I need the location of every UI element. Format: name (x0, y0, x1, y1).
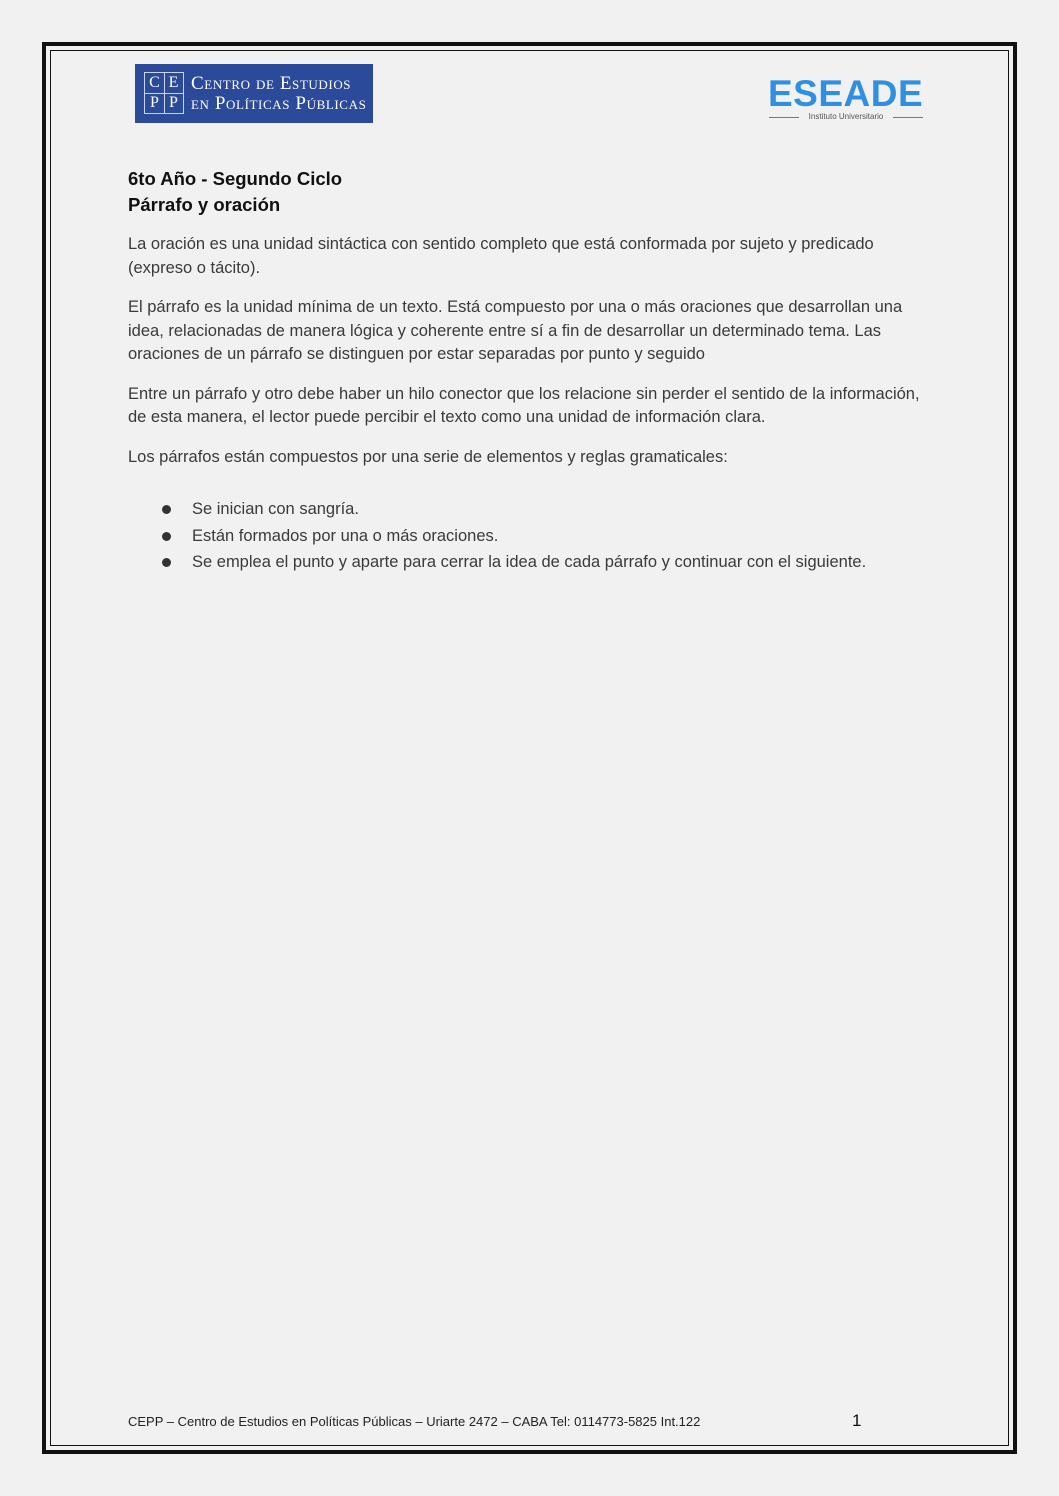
bullet-list (128, 496, 928, 576)
paragraph: Los párrafos están compuestos por una serie de elementos y reglas gramaticales: (128, 447, 728, 466)
cepp-logo-line2: en Políticas Públicas (191, 93, 367, 114)
cepp-logo-line1: Centro de Estudios (191, 73, 352, 94)
document-title (128, 166, 928, 218)
bullet-icon (162, 505, 171, 514)
paragraph: La oración es una unidad sintáctica con sentido completo que está conformada por sujeto y predicado (expreso o tácito). (128, 235, 874, 277)
list-item (128, 549, 928, 576)
eseade-logo-word: ESEADE (768, 73, 924, 114)
cepp-grid-letter: P (150, 94, 159, 111)
cepp-grid-letter: E (168, 74, 179, 91)
eseade-logo-tagline: Instituto Universitario (808, 112, 884, 121)
eseade-logo (766, 74, 926, 126)
list-item-text: Se inician con sangría. (192, 500, 359, 518)
bullet-icon (162, 532, 171, 541)
list-item (128, 496, 928, 523)
document-body (128, 166, 928, 576)
eseade-logo-rule-right (893, 117, 923, 118)
bullet-icon (162, 558, 171, 567)
list-item (128, 523, 928, 550)
paragraph: Entre un párrafo y otro debe haber un hilo conector que los relacione sin perder el sentido de la información, de esta manera, el lector puede percibir el texto como una unidad de información clara. (128, 384, 920, 426)
list-item-text: Se emplea el punto y aparte para cerrar la idea de cada párrafo y continuar con el siguiente. (192, 553, 867, 571)
title-line-topic: Párrafo y oración (128, 194, 281, 215)
cepp-grid-letter: P (169, 94, 178, 111)
list-item-text: Están formados por una o más oraciones. (192, 526, 499, 545)
cepp-logo-text (191, 74, 366, 114)
cepp-grid-letter: C (149, 74, 160, 91)
paragraph: El párrafo es la unidad mínima de un texto. Está compuesto por una o más oraciones que desarrollan una idea, relacionadas de manera lógica y coherente entre sí a fin de desarrollar un determinado tema. Las oraciones de un párrafo se distinguen por estar separadas por punto y seguido (128, 298, 903, 363)
title-line-grade: 6to Año - Segundo Ciclo (128, 168, 343, 189)
page-number: 1 (852, 1411, 862, 1430)
cepp-logo-grid (144, 72, 184, 114)
footer-address: CEPP – Centro de Estudios en Políticas Públicas – Uriarte 2472 – CABA Tel: 0114773-5825 Int.122 (128, 1414, 701, 1429)
cepp-logo (135, 64, 373, 123)
